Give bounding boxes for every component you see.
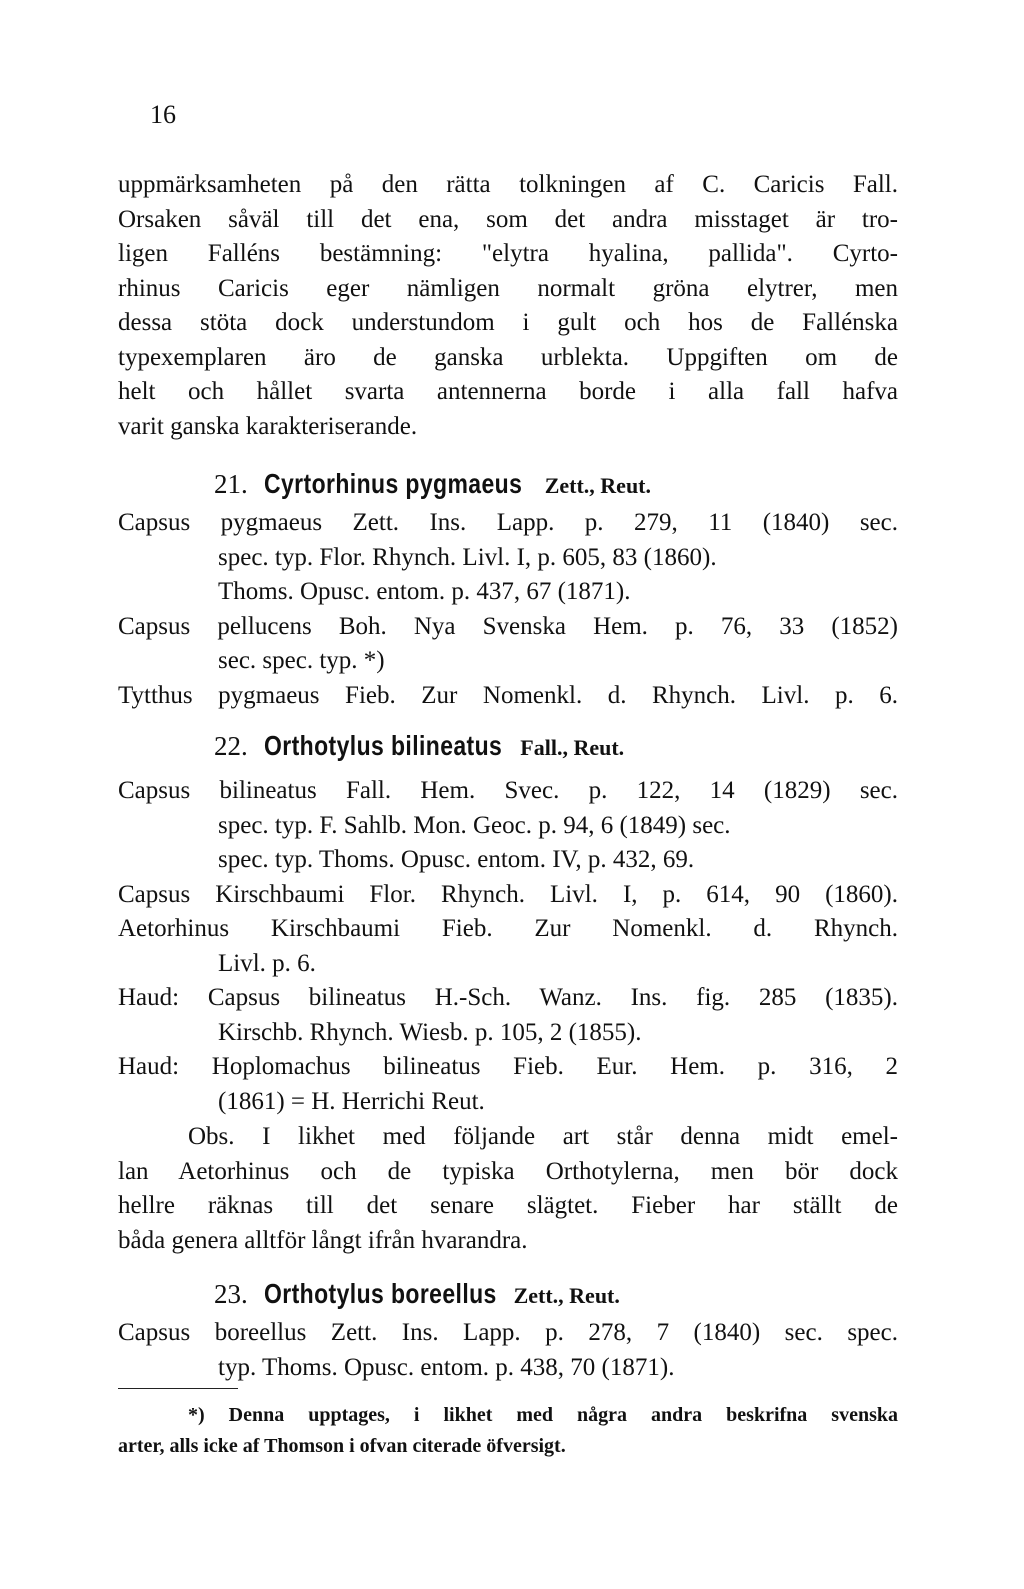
text-line: uppmärksamheten på den rätta tolkningen af C. Caricis Fall.	[118, 171, 898, 198]
intro-paragraph	[118, 168, 898, 444]
synonym-line: spec. typ. Flor. Rhynch. Livl. I, p. 605, 83 (1860).	[218, 543, 717, 571]
species-21-heading	[214, 468, 651, 500]
synonym-line: Capsus pygmaeus Zett. Ins. Lapp. p. 279, 11 (1840) sec.	[118, 509, 898, 536]
obs-line: båda genera alltför långt ifrån hvarandra.	[118, 1226, 528, 1254]
species-21-synonymy	[118, 506, 898, 713]
synonym-line: Aetorhinus Kirschbaumi Fieb. Zur Nomenkl. d. Rhynch.	[118, 915, 898, 942]
footnote-line: *) Denna upptages, i likhet med några andra beskrifna svenska	[188, 1404, 898, 1426]
text-line: varit ganska karakteriserande.	[118, 412, 418, 440]
text-line: rhinus Caricis eger nämligen normalt gröna elytrer, men	[118, 274, 898, 302]
synonym-line: spec. typ. Thoms. Opusc. entom. IV, p. 432, 69.	[218, 846, 695, 873]
species-number: 23.	[214, 1279, 248, 1309]
text-line: typexemplaren äro de ganska urblekta. Uppgiften om de	[118, 343, 898, 371]
text-line: Orsaken såväl till det ena, som det andra misstaget är tro-	[118, 205, 898, 233]
synonym-line: Kirschb. Rhynch. Wiesb. p. 105, 2 (1855).	[218, 1018, 642, 1046]
synonym-line: spec. typ. F. Sahlb. Mon. Geoc. p. 94, 6 (1849) sec.	[218, 811, 731, 839]
species-name: Cyrtorhinus pygmaeus	[263, 468, 523, 499]
species-authors: Fall., Reut.	[520, 735, 625, 760]
footnote	[118, 1400, 898, 1462]
synonym-line: sec. spec. typ. *)	[218, 647, 385, 674]
footnote-rule	[118, 1388, 238, 1389]
species-22-synonymy	[118, 774, 898, 1119]
page-number: 16	[150, 100, 176, 129]
species-23-heading	[214, 1278, 620, 1310]
synonym-line: Capsus pellucens Boh. Nya Svenska Hem. p. 76, 33 (1852)	[118, 612, 898, 640]
obs-line: hellre räknas till det senare slägtet. Fieber har ställt de	[118, 1192, 898, 1219]
species-22-observation	[118, 1120, 898, 1258]
synonym-line: Capsus boreellus Zett. Ins. Lapp. p. 278, 7 (1840) sec. spec.	[118, 1319, 898, 1346]
text-line: helt och hållet svarta antennerna borde i alla fall hafva	[118, 378, 898, 405]
footnote-line: arter, alls icke af Thomson i ofvan citerade öfversigt.	[118, 1435, 566, 1457]
species-name: Orthotylus boreellus	[263, 1278, 497, 1309]
species-22-heading	[214, 730, 624, 762]
text-line: ligen Falléns bestämning: "elytra hyalina, pallida". Cyrto-	[118, 240, 898, 267]
synonym-line: Capsus Kirschbaumi Flor. Rhynch. Livl. I, p. 614, 90 (1860).	[118, 880, 898, 908]
obs-line: Obs. I likhet med följande art står denna midt emel-	[188, 1123, 898, 1150]
text-line: dessa stöta dock understundom i gult och hos de Fallénska	[118, 309, 898, 336]
synonym-line: (1861) = H. Herrichi Reut.	[218, 1087, 485, 1115]
synonym-line: Haud: Capsus bilineatus H.-Sch. Wanz. Ins. fig. 285 (1835).	[118, 984, 898, 1011]
species-authors: Zett., Reut.	[513, 1283, 620, 1308]
synonym-line: Haud: Hoplomachus bilineatus Fieb. Eur. Hem. p. 316, 2	[118, 1053, 898, 1080]
species-number: 21.	[214, 469, 248, 499]
synonym-line: Thoms. Opusc. entom. p. 437, 67 (1871).	[218, 578, 631, 605]
species-name: Orthotylus bilineatus	[263, 730, 502, 761]
synonym-line: typ. Thoms. Opusc. entom. p. 438, 70 (1871).	[218, 1353, 675, 1381]
species-authors: Zett., Reut.	[544, 473, 652, 498]
synonym-line: Capsus bilineatus Fall. Hem. Svec. p. 122, 14 (1829) sec.	[118, 777, 898, 804]
obs-line: lan Aetorhinus och de typiska Orthotylerna, men bör dock	[118, 1157, 898, 1185]
species-23-synonymy	[118, 1316, 898, 1385]
synonym-line: Tytthus pygmaeus Fieb. Zur Nomenkl. d. Rhynch. Livl. p. 6.	[118, 681, 898, 709]
synonym-line: Livl. p. 6.	[218, 949, 316, 977]
species-number: 22.	[214, 731, 248, 761]
